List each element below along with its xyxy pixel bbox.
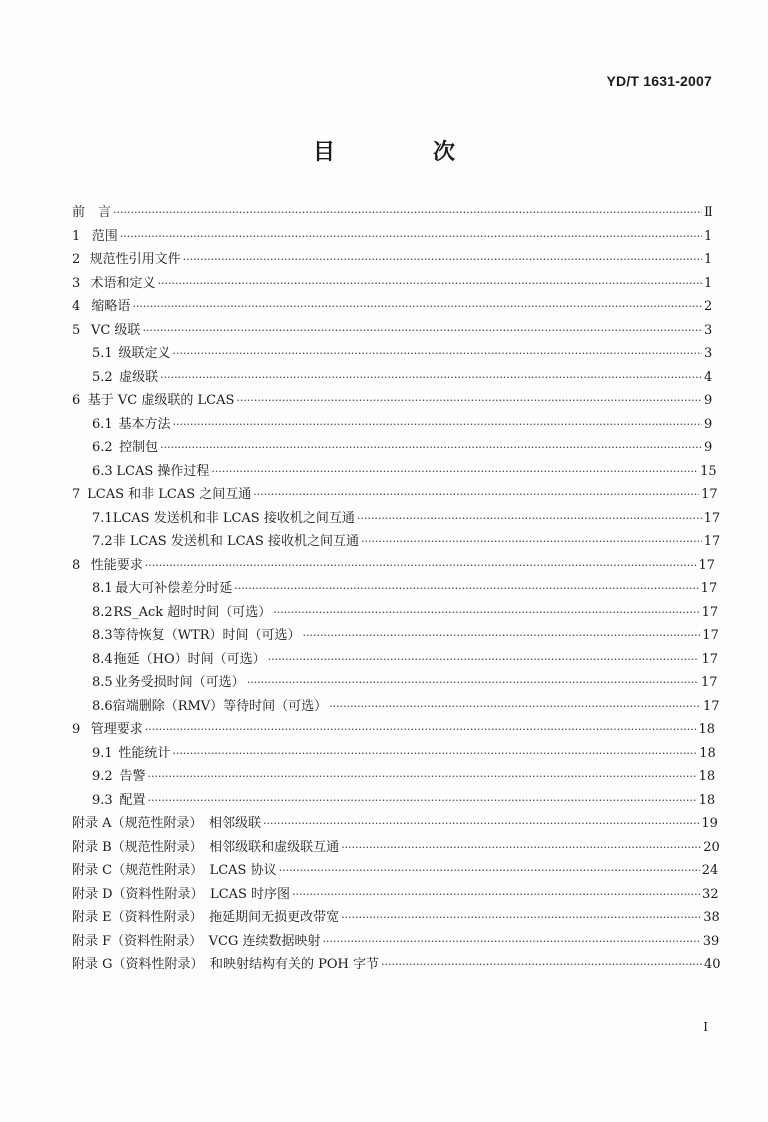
- toc-entry-label: 配置: [119, 792, 146, 808]
- toc-entry[interactable]: [72, 436, 712, 460]
- toc-dot-leader: [211, 460, 698, 484]
- toc-entry[interactable]: [72, 648, 719, 672]
- toc-dot-leader: [341, 906, 701, 930]
- toc-entry[interactable]: [72, 953, 721, 977]
- toc-entry[interactable]: [72, 272, 712, 296]
- toc-dot-leader: [329, 695, 701, 719]
- toc-entry-page: 32: [702, 886, 719, 902]
- toc-entry-label: 非 LCAS 发送机和 LCAS 接收机之间互通: [112, 534, 359, 549]
- toc-dot-leader: [247, 671, 699, 695]
- toc-entry-page: 20: [703, 839, 720, 855]
- toc-entry-number: 3: [72, 275, 81, 291]
- toc-entry[interactable]: [72, 319, 712, 343]
- toc-entry-number: 5.1: [92, 346, 113, 361]
- toc-entry[interactable]: [72, 906, 720, 930]
- toc-entry-page: 17: [701, 604, 719, 620]
- toc-entry-label: LCAS 和非 LCAS 之间互通: [87, 487, 252, 502]
- toc-entry-number: 1: [72, 228, 81, 244]
- toc-entry[interactable]: [72, 859, 719, 883]
- toc-entry[interactable]: [72, 248, 712, 272]
- toc-entry-number: 8.1: [92, 581, 113, 596]
- toc-entry-number: 5: [72, 322, 81, 338]
- toc-entry-number: 6.1: [92, 416, 113, 432]
- toc-entry[interactable]: [72, 930, 720, 954]
- toc-entry-page: 24: [701, 863, 719, 878]
- toc-entry-number: 5.2: [92, 369, 113, 385]
- toc-entry-label: 基于 VC 虚级联的 LCAS: [87, 393, 235, 408]
- toc-entry-label: 规范性引用文件: [89, 252, 181, 267]
- toc-entry-label: 附录 F（资料性附录） VCG 连续数据映射: [72, 933, 321, 949]
- toc-entry[interactable]: [72, 554, 716, 578]
- toc-dot-leader: [292, 883, 700, 907]
- toc-entry[interactable]: [72, 225, 712, 249]
- toc-dot-leader: [341, 836, 701, 860]
- toc-entry[interactable]: [72, 789, 716, 813]
- toc-entry-page: 2: [704, 299, 713, 314]
- toc-dot-leader: [160, 436, 702, 460]
- toc-dot-leader: [273, 601, 699, 625]
- toc-entry-page: 18: [698, 722, 716, 737]
- toc-entry-label: 附录 A（规范性附录） 相邻级联: [72, 816, 262, 831]
- toc-dot-leader: [234, 577, 698, 601]
- toc-entry[interactable]: [72, 718, 716, 742]
- toc-entry-number: 8.6: [92, 698, 113, 714]
- toc-entry[interactable]: [72, 342, 712, 366]
- toc-entry-number: 6.2: [92, 440, 113, 455]
- toc-entry[interactable]: [72, 530, 721, 554]
- toc-entry-page: Ⅱ: [704, 205, 713, 220]
- toc-dot-leader: [323, 930, 701, 954]
- toc-entry-page: 9: [704, 393, 713, 408]
- toc-entry[interactable]: [72, 742, 716, 766]
- toc-dot-leader: [157, 272, 702, 296]
- toc-entry-page: 17: [702, 628, 719, 643]
- toc-entry-page: 17: [703, 534, 721, 549]
- toc-entry-label: 等待恢复（WTR）时间（可选）: [112, 628, 301, 643]
- toc-entry-label: LCAS 操作过程: [116, 463, 210, 479]
- toc-entry-number: 8.4: [92, 651, 113, 667]
- toc-entry-number: 7: [72, 487, 81, 502]
- toc-entry-label: RS_Ack 超时时间（可选）: [113, 604, 272, 620]
- toc-entry[interactable]: [72, 201, 712, 225]
- toc-entry[interactable]: [72, 836, 720, 860]
- toc-entry-page: 15: [700, 463, 717, 479]
- toc-entry-label: 附录 C（规范性附录） LCAS 协议: [72, 863, 277, 878]
- toc-entry-label: VC 级联: [90, 322, 141, 338]
- toc-dot-leader: [173, 342, 702, 366]
- toc-dot-leader: [357, 507, 702, 531]
- toc-entry-page: 17: [700, 675, 718, 690]
- document-code: YD/T 1631-2007: [606, 73, 712, 89]
- toc-entry-page: 1: [704, 275, 713, 291]
- toc-entry[interactable]: [72, 577, 718, 601]
- toc-entry-label: 附录 E（资料性附录） 拖延期间无损更改带宽: [72, 910, 340, 925]
- toc-entry-page: 9: [704, 440, 713, 455]
- toc-entry[interactable]: [72, 883, 719, 907]
- toc-entry-page: 3: [704, 322, 713, 338]
- toc-entry-label: LCAS 发送机和非 LCAS 接收机之间互通: [112, 510, 355, 526]
- toc-entry-number: 9.3: [92, 792, 113, 808]
- toc-dot-leader: [381, 953, 702, 977]
- toc-entry-page: 40: [704, 957, 721, 972]
- toc-dot-leader: [120, 225, 702, 249]
- toc-dot-leader: [148, 789, 697, 813]
- toc-entry-label: 告警: [119, 769, 146, 784]
- table-of-contents: [72, 201, 721, 977]
- toc-entry-page: 3: [704, 346, 713, 361]
- toc-entry-number: 2: [72, 252, 81, 267]
- toc-entry[interactable]: [72, 812, 718, 836]
- toc-entry-label: 附录 B（规范性附录） 相邻级联和虚级联互通: [72, 839, 340, 855]
- toc-entry-page: 4: [704, 369, 713, 385]
- page-title: 目 次: [312, 140, 493, 165]
- toc-entry-number: 8: [72, 557, 81, 573]
- toc-entry-page: 17: [701, 651, 719, 667]
- toc-entry[interactable]: [72, 413, 712, 437]
- toc-dot-leader: [132, 295, 702, 319]
- toc-dot-leader: [172, 742, 697, 766]
- toc-entry-page: 1: [704, 252, 713, 267]
- toc-entry-number: 6.3: [92, 463, 113, 479]
- toc-entry[interactable]: [72, 671, 718, 695]
- toc-dot-leader: [253, 483, 699, 507]
- toc-entry-label: 基本方法: [118, 416, 171, 432]
- toc-entry-label: 最大可补偿差分时延: [115, 581, 233, 596]
- toc-dot-leader: [263, 812, 699, 836]
- toc-entry-number: 7.2: [92, 534, 113, 549]
- toc-entry-page: 9: [704, 416, 713, 432]
- toc-entry-label: 缩略语: [91, 299, 131, 314]
- toc-entry[interactable]: [72, 765, 716, 789]
- toc-dot-leader: [361, 530, 702, 554]
- toc-entry[interactable]: [72, 624, 719, 648]
- toc-dot-leader: [145, 718, 697, 742]
- toc-dot-leader: [268, 648, 700, 672]
- toc-entry-page: 17: [703, 510, 721, 526]
- toc-dot-leader: [160, 366, 702, 390]
- toc-entry-page: 17: [698, 557, 716, 573]
- toc-entry-number: 8.5: [92, 675, 113, 690]
- toc-entry[interactable]: [72, 483, 718, 507]
- toc-entry[interactable]: [72, 389, 712, 413]
- toc-entry-page: 18: [698, 769, 716, 784]
- toc-entry-page: 38: [703, 910, 720, 925]
- toc-entry-label: 范围: [91, 228, 118, 244]
- toc-dot-leader: [145, 554, 697, 578]
- toc-entry-page: 17: [702, 698, 720, 714]
- toc-dot-leader: [113, 201, 702, 225]
- toc-entry[interactable]: [72, 601, 719, 625]
- toc-entry-label: 性能要求: [90, 557, 143, 573]
- toc-entry[interactable]: [72, 507, 721, 531]
- toc-entry[interactable]: [72, 695, 720, 719]
- page-number: I: [703, 1020, 708, 1034]
- toc-entry-page: 39: [702, 933, 720, 949]
- toc-entry-page: 18: [699, 745, 716, 761]
- toc-entry-number: 8.2: [92, 604, 113, 620]
- toc-entry-number: 9.2: [92, 769, 113, 784]
- toc-entry-label: 拖延（HO）时间（可选）: [113, 651, 266, 667]
- toc-entry-number: 9.1: [92, 745, 113, 761]
- toc-entry-page: 1: [704, 228, 713, 244]
- toc-entry-label: 术语和定义: [90, 275, 156, 291]
- toc-entry-label: 附录 G（资料性附录） 和映射结构有关的 POH 字节: [72, 957, 380, 972]
- toc-entry-page: 17: [701, 487, 718, 502]
- toc-dot-leader: [142, 319, 702, 343]
- toc-entry-label: 管理要求: [90, 722, 143, 737]
- toc-dot-leader: [279, 859, 700, 883]
- toc-entry-label: 业务受损时间（可选）: [114, 675, 245, 690]
- toc-entry-page: 19: [701, 816, 718, 831]
- toc-entry-label: 性能统计: [118, 745, 171, 761]
- toc-dot-leader: [173, 413, 702, 437]
- toc-entry-number: 4: [72, 299, 81, 314]
- toc-entry-number: 8.3: [92, 628, 113, 643]
- toc-entry[interactable]: [72, 366, 712, 390]
- toc-entry-label: 控制包: [119, 440, 159, 455]
- toc-dot-leader: [236, 389, 702, 413]
- toc-entry-page: 17: [700, 581, 718, 596]
- toc-entry-number: 7.1: [92, 510, 113, 526]
- toc-entry-number: 9: [72, 722, 81, 737]
- toc-entry-number: 前 言: [72, 205, 112, 220]
- toc-dot-leader: [303, 624, 701, 648]
- toc-entry-page: 18: [698, 792, 716, 808]
- toc-dot-leader: [148, 765, 697, 789]
- toc-entry-label: 宿端删除（RMV）等待时间（可选）: [112, 698, 328, 714]
- toc-entry-label: 虚级联: [119, 369, 159, 385]
- toc-entry-label: 附录 D（资料性附录） LCAS 时序图: [72, 886, 291, 902]
- toc-entry-number: 6: [72, 393, 81, 408]
- toc-dot-leader: [183, 248, 702, 272]
- toc-entry[interactable]: [72, 295, 712, 319]
- toc-entry[interactable]: [72, 460, 717, 484]
- toc-entry-label: 级联定义: [118, 346, 171, 361]
